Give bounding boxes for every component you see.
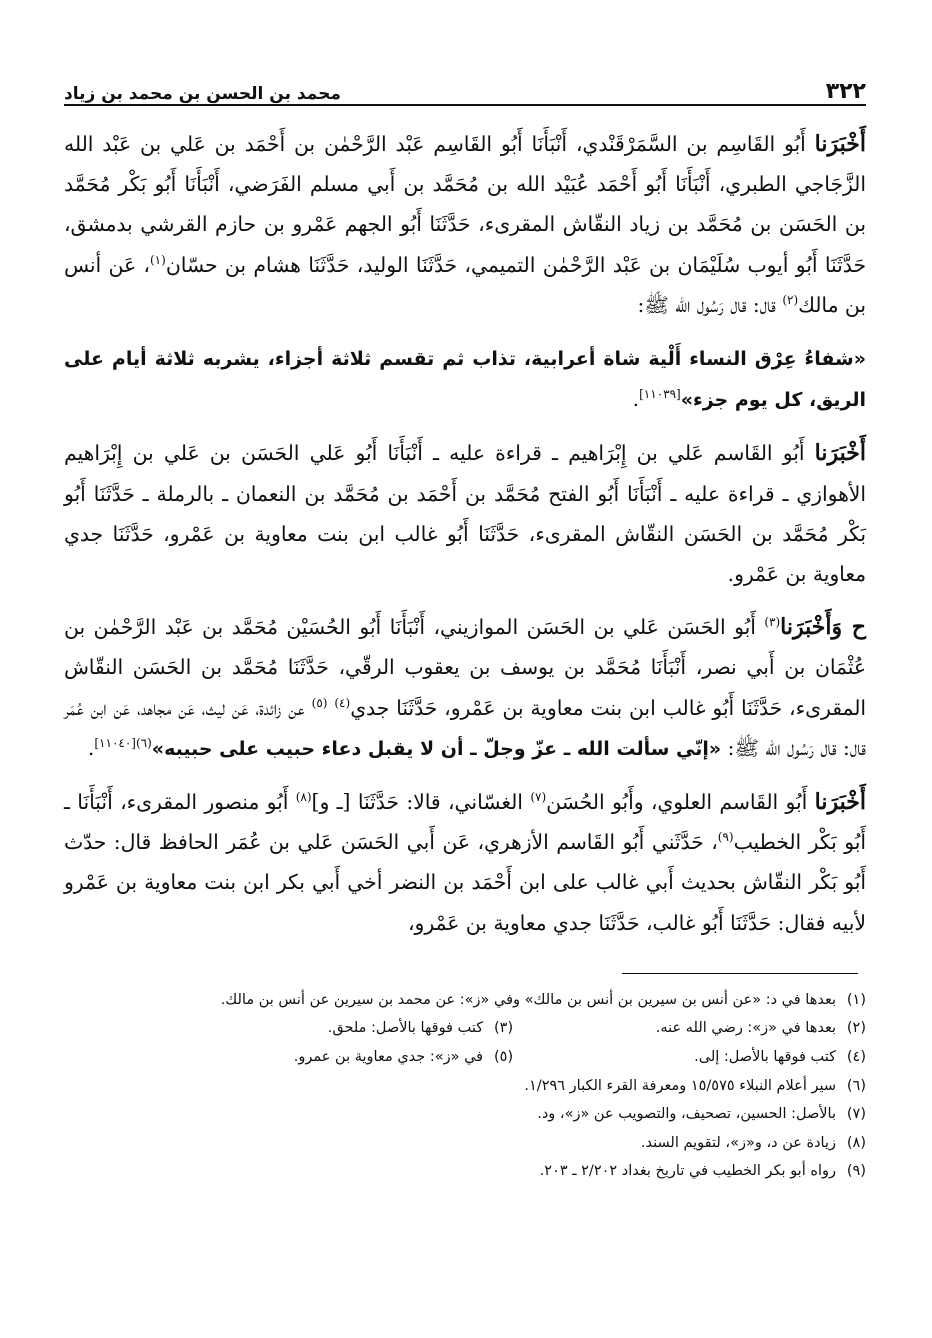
footnote-row	[64, 1014, 866, 1043]
footnote-number: (٢)	[846, 1020, 866, 1037]
footnote-marker: (٩)	[717, 830, 734, 845]
page-number: ٣٢٢	[825, 79, 866, 104]
hadith-text: «شفاءُ عِرْق النساء أَلْية شاة أعرابية، تذاب ثم تقسم ثلاثة أجزاء، يشربه ثلاثة أيام على الريق، كل يوم جزء»	[64, 348, 866, 412]
keyword: وَأَخْبَرَنا	[780, 614, 843, 641]
footnote-text: سير أعلام النبلاء ١٥/٥٧٥ ومعرفة القرء الكبار ١/٢٩٦.	[524, 1077, 836, 1094]
footnote-text: زيادة عن د، و«ز»، لتقويم السند.	[640, 1134, 836, 1151]
isnad-text: ، عَن أنس بن مالك	[64, 252, 866, 317]
footnote-row	[64, 1043, 866, 1072]
footnote-row	[64, 986, 866, 1015]
footnote-8	[641, 1129, 866, 1158]
hadith-reference: [١١٠٣٩]	[639, 387, 681, 402]
footnote-marker: (٨)	[295, 790, 312, 805]
isnad-text: قال: قال رَسُول الله ﷺ:	[637, 292, 783, 317]
footnote-marker: (١)	[149, 252, 166, 267]
footnote-row	[64, 1100, 866, 1129]
footnote-row	[64, 1072, 866, 1101]
paragraph-2	[64, 338, 866, 420]
hadith-reference: [١١٠٤٠]	[94, 736, 136, 751]
footnote-4	[513, 1043, 866, 1072]
footnote-row	[64, 1157, 866, 1186]
footnote-number: (٣)	[493, 1020, 514, 1037]
footnote-marker: (٣)	[764, 615, 781, 630]
footnote-3	[328, 1014, 513, 1043]
page-header	[64, 66, 866, 106]
footnote-6	[524, 1072, 866, 1101]
footnote-number: (٦)	[846, 1077, 866, 1094]
footnote-text: بعدها في د: «عن أنس بن سيرين بن أنس بن مالك» وفي «ز»: عن محمد بن سيرين عن أنس بن مالك.	[220, 991, 836, 1008]
footnote-5	[294, 1043, 513, 1072]
footnote-number: (١)	[846, 991, 866, 1008]
footnote-7	[537, 1100, 866, 1129]
period: .	[632, 387, 640, 412]
footnote-marker: (٥)	[311, 695, 328, 710]
footnote-1	[221, 986, 866, 1015]
isnad-text: الغسّاني، قالا: حَدَّثَنَا [ـ و]	[311, 790, 531, 815]
footnote-2	[513, 1014, 866, 1043]
paragraph-4	[64, 607, 866, 769]
running-title: محمد بن الحسن بن محمد بن زياد	[64, 84, 341, 104]
isnad-text: أَبُو الحَسَن عَلي بن الحَسَن الموازيني، أَنْبَأَنَا أَبُو الحُسَيْن مُحَمَّد بن عَبْد الرَّحْمٰن بن عُثْمَان بن أَبي نصر، أَنْبَأَنَا مُحَمَّد بن يوسف بن يعقوب الرقّي، حَدَّثَنَا مُحَمَّد بن الحَسَن النقّاش المقرىء، حَدَّثَنَا أَبُو غالب ابن بنت معاوية بن عَمْرو، حَدَّثَنَا جدي	[64, 615, 867, 720]
footnote-text: رواه أبو بكر الخطيب في تاريخ بغداد ٢/٢٠٢ ـ ٢٠٣.	[539, 1163, 836, 1180]
footnote-number: (٧)	[846, 1106, 866, 1123]
main-text	[64, 124, 866, 943]
footnote-marker: (٧)	[530, 790, 547, 805]
keyword: أَخْبَرَنا	[814, 131, 866, 157]
isnad-text: عن زائدة، عَن ليث، عَن مجاهد، عَن ابن عُمَر قال: قال رَسُول الله ﷺ:	[64, 695, 866, 760]
isnad-text: أَبُو القَاسم العلوي، وأَبُو الحُسَن	[546, 790, 815, 815]
ha-prefix: ح	[842, 614, 866, 641]
footnote-marker: (٤)	[334, 695, 351, 710]
footnote-separator	[622, 973, 858, 974]
keyword: أَخْبَرَنا	[814, 440, 866, 467]
isnad-text: أَبُو القَاسِم بن السَّمَرْقَنْدي، أَنْبَأَنَا أَبُو القَاسِم عَبْد الرَّحْمٰن بن أَحْمَد بن عَلي بن عَبْد الله الزَّجَاجي الطبري، أَنْبَأَنَا أَبُو أَحْمَد عُبَيْد الله بن مُحَمَّد بن أَبي مسلم الفَرَضي، أَنْبَأَنَا أَبُو بَكْر مُحَمَّد بن الحَسَن بن مُحَمَّد بن زياد النقّاش المقرىء، حَدَّثَنَا أَبُو الجهم عَمْرو بن حازم القرشي بدمشق، حَدَّثَنَا أَبُو أيوب سُلَيْمَان بن عَبْد الرَّحْمٰن التميمي، حَدَّثَنَا الوليد، حَدَّثَنَا هشام بن حسّان	[64, 132, 866, 277]
isnad-text: أَبُو منصور المقرىء، أَنْبَأَنَا ـ أَبُو بَكْر الخطيب	[64, 790, 866, 855]
isnad-text: أَبُو القَاسم عَلي بن إِبْرَاهيم ـ قراءة عليه ـ أَنْبَأَنَا أَبُو عَلي الحَسَن بن عَلي بن إِبْرَاهيم الأهوازي ـ قراءة عليه ـ أَنْبَأَنَا أَبُو الفتح مُحَمَّد بن أَحْمَد بن مُحَمَّد بن النعمان ـ بالرملة ـ حَدَّثَنَا أَبُو بَكْر مُحَمَّد بن الحَسَن النقّاش المقرىء، حَدَّثَنَا أَبُو غالب ابن بنت معاوية بن عَمْرو، حَدَّثَنَا جدي معاوية بن عَمْرو.	[64, 441, 866, 587]
period: .	[87, 735, 95, 760]
footnote-row	[64, 1129, 866, 1158]
paragraph-5	[64, 782, 866, 943]
paragraph-3	[64, 433, 866, 594]
hadith-text: «إنّي سألت الله ـ عزّ وجلّ ـ أن لا يقبل دعاء حبيب على حبيبه»	[151, 737, 722, 760]
footnote-text: في «ز»: جدي معاوية بن عمرو.	[293, 1049, 484, 1066]
isnad-text: ، حَدَّثَني أَبُو القَاسم الأزهري، عَن أَبي الحَسَن عَلي بن عُمَر الحافظ قال: حدّث أَبُو بَكْر النقّاش بحديث أَبي غالب على ابن أَحْمَد بن النضر أخي أَبي بكر ابن بنت معاوية بن عَمْرو لأبيه فقال: حَدَّثَنَا أَبُو غالب، حَدَّثَنَا جدي معاوية بن عَمْرو،	[64, 830, 866, 935]
footnotes	[64, 986, 866, 1186]
keyword: أَخْبَرَنا	[814, 789, 866, 816]
footnote-text: بالأصل: الحسين، تصحيف، والتصويب عن «ز»، ود.	[537, 1106, 836, 1123]
footnote-number: (٥)	[493, 1049, 514, 1066]
paragraph-1	[64, 124, 866, 325]
footnote-text: كتب فوقها بالأصل: ملحق.	[327, 1020, 484, 1037]
footnote-9	[540, 1157, 866, 1186]
footnote-number: (٤)	[846, 1049, 866, 1066]
footnote-text: كتب فوقها بالأصل: إلى.	[694, 1049, 836, 1066]
footnote-marker: (٦)	[135, 736, 152, 751]
footnote-text: بعدها في «ز»: رضي الله عنه.	[655, 1020, 836, 1037]
footnote-number: (٩)	[846, 1163, 866, 1180]
footnote-marker: (٢)	[782, 293, 799, 308]
footnote-number: (٨)	[846, 1134, 866, 1151]
